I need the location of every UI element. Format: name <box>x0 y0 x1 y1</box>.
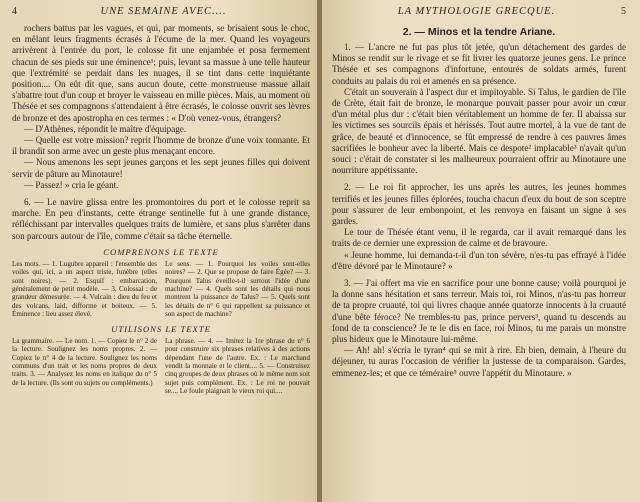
exercise-sentence: La phrase. — 4. — Imitez la 1re phrase du n° 6 pour construire six phrases relatives à des actions dépendant l'une de l'autre. Ex. : Le marchand vendit la monnaie et le client.... 5. — Construisez cinq groupes de deux phrases où le même nom soit sujet puis complément. Ex. : Le roi ne pouvait se.... Le foule plaignait le vieux roi qui.... <box>165 336 310 396</box>
paragraph: 6. — Le navire glissa entre les promontoires du port et le colosse reprit sa marche. En peu d'instants, cette étrange sentinelle fut à une grande distance, réfléchissant par intervalles quelques traits de lumière, et sans plus s'arrêter dans son parcours autour de l'île, comme c'était sa tâche éternelle. <box>12 197 310 241</box>
exercise-meaning: Le sens. — 1. Pourquoi les voiles sont-elles noires? — 2. Que se propose de faire Égée? — 3. Pourquoi Talus éveille-t-il surtout l'idée d'une machine? — 4. Quels sont les détails qui nous montrent la puissance de Talus? — 5. Quels sont les détails de n° 6 qui rappellent sa puissance et son aspect de machine? <box>165 259 310 319</box>
utilisons-columns <box>12 337 310 396</box>
paragraph: 2. — Le roi fit approcher, les uns après les autres, les jeunes hommes terrifiés et les jeunes filles éplorées, toucha chacun d'eux du bout de son sceptre pour s'assurer de leur embonpoint, et les renvoya en faisant un signe à ses gardes. <box>332 182 626 227</box>
left-body <box>12 23 310 242</box>
section-heading-comprenons: COMPRENONS LE TEXTE <box>103 246 219 257</box>
paragraph: — Nous amenons les sept jeunes garçons et les sept jeunes filles qui doivent servir de pâture au Minotaure! <box>12 157 310 179</box>
exercise-grammar: La grammaire. — Le nom. 1. — Copiez le n° 2 de la lecture. Soulignez les noms propres. 2. — Copiez le n° 4 de la lecture. Soulignez les noms communs d'un trait et les noms propres de deux traits. 3. — Analysez les noms en italique du n° 5 de la lecture. (Ils sont ou sujets ou compléments.) <box>12 336 157 387</box>
paragraph: 3. — J'ai offert ma vie en sacrifice pour une bonne cause; voilà pourquoi je la donne sans hésitation et sans terreur. Mais toi, roi Minos, n'as-tu pas horreur de ta propre cruauté, toi qui livres chaque année quatorze innocents à la cruauté d'une bête féroce? Ne trembles-tu pas, prince pervers³, quand tu descends au fond de ta conscience? Je te le dis en face, roi Minos, tu me parais un monstre plus hideux que le Minotaure lui-même. <box>332 278 626 345</box>
paragraph: — D'Athènes, répondit le maître d'équipage. <box>24 123 187 134</box>
page-number: 5 <box>620 6 626 17</box>
section-heading-utilisons: UTILISONS LE TEXTE <box>111 323 211 334</box>
paragraph: — Ah! ah! s'écria le tyran⁴ qui se mit à rire. Eh bien, demain, à l'heure du déjeuner, tu auras l'occasion de vérifier la justesse de ta comparaison. Gardes, emmenez-les; et que ce téméraire⁵ ouvre l'appétit du Minotaure. » <box>332 345 626 378</box>
page-number: 4 <box>12 6 17 17</box>
exercise-words: Les mots. — 1. Lugubre appareil : l'ensemble des voiles qui, ici, a un aspect triste, funèbre (elles sont noires). — 2. Esquif : embarcation, généralement de petit modèle. — 3. Colossal : de grandeur démesurée. — 4. Vulcain : dieu du feu et des volcans, laid, difforme et boiteux. — 5. Éminence : lieu assez élevé. <box>12 259 157 319</box>
right-body <box>332 42 626 379</box>
paragraph: « Jeune homme, lui demanda-t-il d'un ton sévère, n'es-tu pas effrayé à l'idée d'être dévoré par le Minotaure? » <box>332 249 626 271</box>
right-page <box>322 0 640 502</box>
paragraph: Le tour de Thésée étant venu, il le regarda, car il avait remarqué dans les traits de ce dernier une expression de calme et de bravoure. <box>332 227 626 249</box>
running-title: LA MYTHOLOGIE GRECQUE. <box>397 6 556 17</box>
left-page <box>0 0 318 502</box>
chapter-heading: 2. — Minos et la tendre Ariane. <box>402 26 556 38</box>
paragraph: 1. — L'ancre ne fut pas plus tôt jetée, qu'un détachement des gardes de Minos se rendit sur le rivage et se fit livrer les quatorze jeunes gens. Le prince Thésée et ses compagnons d'infortune, entourés de soldats armés, furent conduits au palais du roi et amenés en sa présence. <box>332 42 626 86</box>
paragraph: rochers battus par les vagues, et qui, par moments, se brisaient sous le choc, en mêlant leurs fragments écrasés à l'écume de la mer. Quand les voyageurs arrivèrent à l'entrée du port, le colosse fit une enjambée et posa fermement chacun de ses pieds sur une éminence¹; puis, levant sa massue à une telle hauteur que l'extrémité se perdait dans les nuages, il se tint dans cette inquiétante position.... On eût dit que, sans aucun doute, cette monstrueuse massue allait s'abattre tout d'un coup et broyer le vaisseau en mille pièces. Mais, au moment où Thésée et ses compagnons s'attendaient à être écrasés, le colosse ouvrit ses lèvres de bronze et des apostropha en ces termes : « D'où venez-vous, étrangers? <box>12 23 310 123</box>
left-running-head <box>12 6 310 20</box>
running-title: UNE SEMAINE AVEC.... <box>100 6 227 17</box>
paragraph: C'était un souverain à l'aspect dur et impitoyable. Si Talus, le gardien de l'île de Crète, était fait de bronze, le monarque pouvait passer pour avoir un cœur d'un métal plus dur : c'était bien véritablement un homme de fer. Il abaissa sur les victimes ses sourcils épais et hérissés. Tout autre mortel, à la vue de tant de grâce, de beauté et d'innocence, se fût empressé de rendre à ces pauvres âmes sacrifiées le bonheur avec la liberté. Mais ce despote² implacable³ n'avait qu'un souci : c'était de constater si les malheureux pourraient offrir au Minotaure une nourriture appétissante. <box>332 86 626 176</box>
paragraph: — Quelle est votre mission? reprit l'homme de bronze d'une voix tonnante. Et il brandit son arme avec un geste plus menaçant encore. <box>12 135 310 157</box>
paragraph: — Passez! » cria le géant. <box>24 179 119 190</box>
right-running-head <box>332 6 626 20</box>
comprenons-columns <box>12 260 310 319</box>
